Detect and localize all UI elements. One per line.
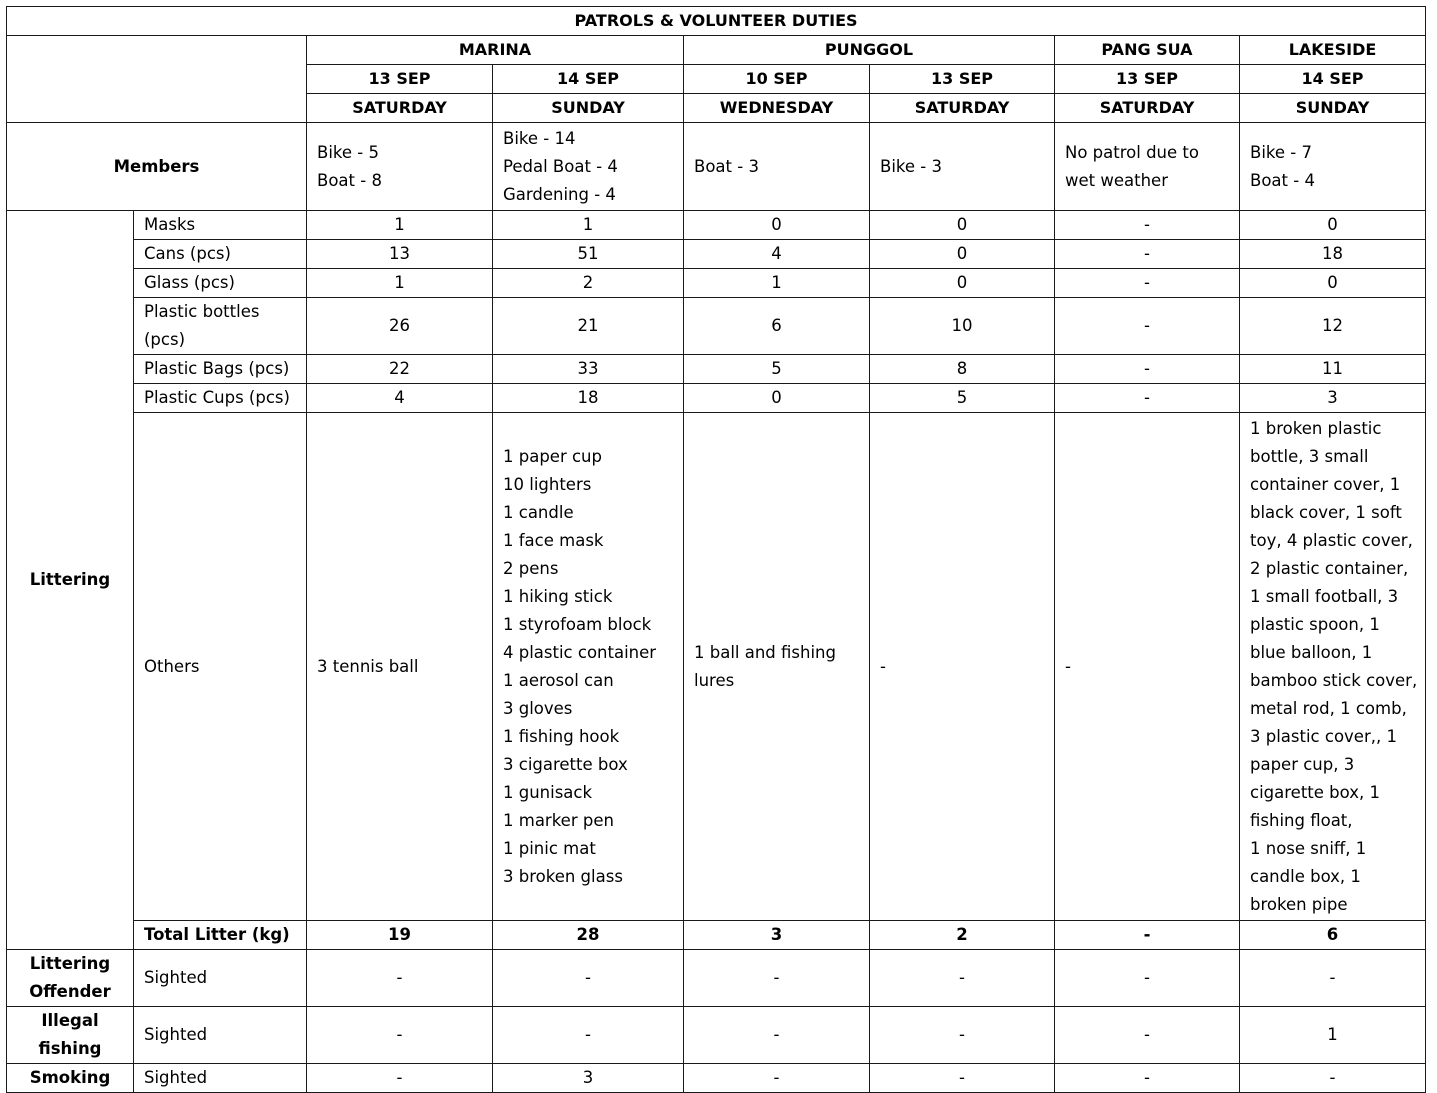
value-cell: 0: [1240, 269, 1426, 298]
row-label: Plastic Bags (pcs): [134, 355, 307, 384]
value-cell: 5: [870, 384, 1055, 413]
row-label: Others: [134, 413, 307, 921]
value-cell: 1: [493, 211, 684, 240]
value-cell: -: [870, 950, 1055, 1007]
fishing-label: Illegal fishing: [7, 1007, 134, 1064]
date-cell: 14 SEP: [1240, 65, 1426, 94]
value-cell: 0: [1240, 211, 1426, 240]
value-cell: 51: [493, 240, 684, 269]
date-cell: 14 SEP: [493, 65, 684, 94]
row-label: Total Litter (kg): [134, 921, 307, 950]
value-cell: 22: [307, 355, 493, 384]
fishing-row: [7, 1007, 1426, 1064]
members-cell: No patrol due to wet weather: [1055, 123, 1240, 211]
value-cell: -: [1055, 950, 1240, 1007]
total-cell: -: [1055, 921, 1240, 950]
members-cell: Bike - 7 Boat - 4: [1240, 123, 1426, 211]
value-cell: 0: [870, 240, 1055, 269]
day-cell: SUNDAY: [1240, 94, 1426, 123]
location-marina: MARINA: [307, 36, 684, 65]
others-cell: 1 broken plastic bottle, 3 small container cover, 1 black cover, 1 soft toy, 4 plastic cover, 2 plastic container, 1 small football, 3 plastic spoon, 1 blue balloon, 1 bamboo stick cover, metal rod, 1 comb, 3 plastic cover,, 1 paper cup, 3 cigarette box, 1 fishing float, 1 nose sniff, 1 candle box, 1 broken pipe: [1240, 413, 1426, 921]
value-cell: -: [1055, 240, 1240, 269]
others-cell: -: [870, 413, 1055, 921]
header-corner: [7, 36, 307, 123]
value-cell: 10: [870, 298, 1055, 355]
value-cell: 0: [870, 211, 1055, 240]
table-row: [7, 384, 1426, 413]
value-cell: 18: [493, 384, 684, 413]
total-row: [7, 921, 1426, 950]
others-cell: -: [1055, 413, 1240, 921]
members-label: Members: [7, 123, 307, 211]
row-label: Plastic bottles (pcs): [134, 298, 307, 355]
value-cell: 18: [1240, 240, 1426, 269]
value-cell: 0: [684, 211, 870, 240]
row-label: Sighted: [134, 1007, 307, 1064]
offender-label: Littering Offender: [7, 950, 134, 1007]
row-label: Masks: [134, 211, 307, 240]
value-cell: 1: [1240, 1007, 1426, 1064]
value-cell: -: [684, 1007, 870, 1064]
value-cell: -: [1055, 211, 1240, 240]
smoking-row: [7, 1064, 1426, 1093]
day-cell: SUNDAY: [493, 94, 684, 123]
table-row: [7, 269, 1426, 298]
smoking-label: Smoking: [7, 1064, 134, 1093]
day-cell: SATURDAY: [1055, 94, 1240, 123]
value-cell: 3: [1240, 384, 1426, 413]
value-cell: -: [870, 1007, 1055, 1064]
value-cell: -: [1055, 269, 1240, 298]
date-cell: 13 SEP: [870, 65, 1055, 94]
row-label: Glass (pcs): [134, 269, 307, 298]
title-row: [7, 7, 1426, 36]
others-row: [7, 413, 1426, 921]
others-cell: 1 paper cup 10 lighters 1 candle 1 face mask 2 pens 1 hiking stick 1 styrofoam block 4 plastic container 1 aerosol can 3 gloves 1 fishing hook 3 cigarette box 1 gunisack 1 marker pen 1 pinic mat 3 broken glass: [493, 413, 684, 921]
date-cell: 10 SEP: [684, 65, 870, 94]
value-cell: 6: [684, 298, 870, 355]
value-cell: 1: [684, 269, 870, 298]
value-cell: 33: [493, 355, 684, 384]
value-cell: -: [493, 1007, 684, 1064]
value-cell: -: [1055, 1064, 1240, 1093]
table-row: [7, 211, 1426, 240]
value-cell: -: [307, 1064, 493, 1093]
value-cell: 5: [684, 355, 870, 384]
total-cell: 19: [307, 921, 493, 950]
day-cell: SATURDAY: [870, 94, 1055, 123]
members-row: [7, 123, 1426, 211]
value-cell: 0: [870, 269, 1055, 298]
day-cell: WEDNESDAY: [684, 94, 870, 123]
value-cell: -: [1055, 298, 1240, 355]
table-row: [7, 240, 1426, 269]
day-cell: SATURDAY: [307, 94, 493, 123]
members-cell: Bike - 3: [870, 123, 1055, 211]
table-row: [7, 355, 1426, 384]
total-cell: 6: [1240, 921, 1426, 950]
value-cell: -: [1055, 1007, 1240, 1064]
value-cell: -: [1055, 355, 1240, 384]
members-cell: Boat - 3: [684, 123, 870, 211]
total-cell: 3: [684, 921, 870, 950]
value-cell: 0: [684, 384, 870, 413]
members-cell: Bike - 5 Boat - 8: [307, 123, 493, 211]
value-cell: -: [684, 1064, 870, 1093]
row-label: Plastic Cups (pcs): [134, 384, 307, 413]
total-cell: 2: [870, 921, 1055, 950]
value-cell: -: [493, 950, 684, 1007]
value-cell: 8: [870, 355, 1055, 384]
value-cell: 13: [307, 240, 493, 269]
value-cell: 12: [1240, 298, 1426, 355]
value-cell: -: [870, 1064, 1055, 1093]
value-cell: 1: [307, 269, 493, 298]
table-title: PATROLS & VOLUNTEER DUTIES: [7, 7, 1426, 36]
value-cell: -: [1240, 950, 1426, 1007]
value-cell: 4: [684, 240, 870, 269]
total-cell: 28: [493, 921, 684, 950]
value-cell: 1: [307, 211, 493, 240]
row-label: Cans (pcs): [134, 240, 307, 269]
others-cell: 3 tennis ball: [307, 413, 493, 921]
offender-row: [7, 950, 1426, 1007]
value-cell: -: [307, 950, 493, 1007]
row-label: Sighted: [134, 950, 307, 1007]
location-pang-sua: PANG SUA: [1055, 36, 1240, 65]
value-cell: 21: [493, 298, 684, 355]
value-cell: -: [684, 950, 870, 1007]
value-cell: -: [307, 1007, 493, 1064]
others-cell: 1 ball and fishing lures: [684, 413, 870, 921]
location-punggol: PUNGGOL: [684, 36, 1055, 65]
value-cell: -: [1240, 1064, 1426, 1093]
date-cell: 13 SEP: [1055, 65, 1240, 94]
value-cell: 2: [493, 269, 684, 298]
table-row: [7, 298, 1426, 355]
members-cell: Bike - 14 Pedal Boat - 4 Gardening - 4: [493, 123, 684, 211]
locations-row: [7, 36, 1426, 65]
value-cell: 3: [493, 1064, 684, 1093]
value-cell: -: [1055, 384, 1240, 413]
date-cell: 13 SEP: [307, 65, 493, 94]
value-cell: 26: [307, 298, 493, 355]
row-label: Sighted: [134, 1064, 307, 1093]
value-cell: 11: [1240, 355, 1426, 384]
littering-label: Littering: [7, 211, 134, 950]
patrol-report-table: [6, 6, 1426, 1093]
value-cell: 4: [307, 384, 493, 413]
location-lakeside: LAKESIDE: [1240, 36, 1426, 65]
